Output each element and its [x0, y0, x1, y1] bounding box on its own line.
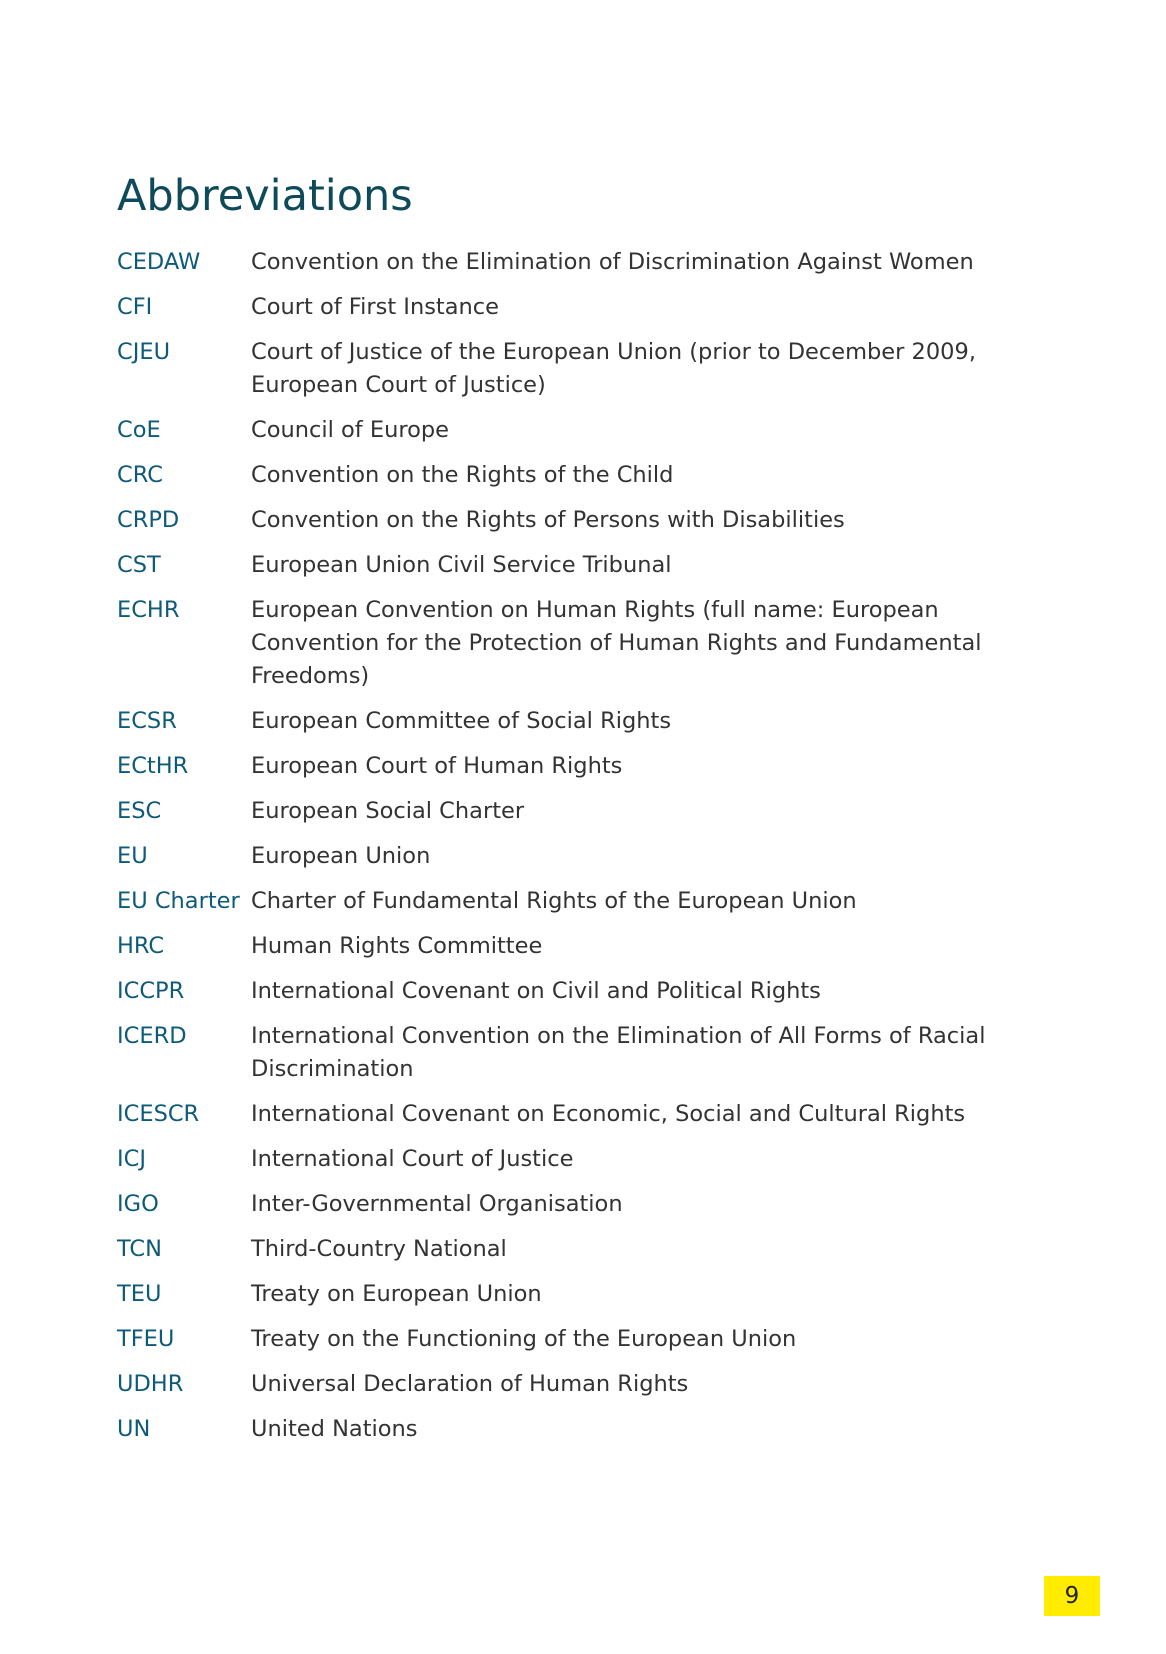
- abbreviation-definition: International Court of Justice: [251, 1146, 574, 1172]
- abbreviation-row: [117, 414, 1017, 447]
- abbreviation-term: ICCPR: [117, 978, 185, 1004]
- abbreviation-definition: European Union: [251, 843, 431, 869]
- abbreviation-row: [117, 1143, 1017, 1176]
- page-number: 9: [1044, 1576, 1100, 1616]
- abbreviation-row: [117, 336, 1017, 402]
- abbreviation-definition: European Convention on Human Rights (full name: European Convention for the Protection of Human Rights and Fundamental Freedoms): [251, 597, 982, 689]
- abbreviation-definition: International Covenant on Civil and Political Rights: [251, 978, 821, 1004]
- abbreviation-term: CRPD: [117, 507, 180, 533]
- abbreviation-row: [117, 1368, 1017, 1401]
- abbreviation-definition: Court of Justice of the European Union (prior to December 2009, European Court of Justice): [251, 339, 976, 398]
- abbreviation-row: [117, 1233, 1017, 1266]
- abbreviation-term: CEDAW: [117, 249, 201, 275]
- abbreviation-row: [117, 795, 1017, 828]
- abbreviation-definition: European Social Charter: [251, 798, 525, 824]
- abbreviation-row: [117, 885, 1017, 918]
- abbreviation-row: [117, 459, 1017, 492]
- abbreviation-definition: Convention on the Elimination of Discrimination Against Women: [251, 249, 974, 275]
- abbreviation-definition: European Committee of Social Rights: [251, 708, 672, 734]
- abbreviation-term: ICESCR: [117, 1101, 200, 1127]
- abbreviation-definition: Universal Declaration of Human Rights: [251, 1371, 689, 1397]
- abbreviation-term: UN: [117, 1416, 151, 1442]
- abbreviation-row: [117, 291, 1017, 324]
- abbreviation-row: [117, 1098, 1017, 1131]
- abbreviation-definition: Convention on the Rights of Persons with Disabilities: [251, 507, 845, 533]
- abbreviation-row: [117, 594, 1017, 693]
- abbreviation-row: [117, 246, 1017, 279]
- abbreviation-term: TFEU: [117, 1326, 175, 1352]
- abbreviation-row: [117, 840, 1017, 873]
- abbreviation-term: CFI: [117, 294, 153, 320]
- abbreviation-definition: Council of Europe: [251, 417, 449, 443]
- abbreviation-term: EU: [117, 843, 148, 869]
- abbreviation-definition: Charter of Fundamental Rights of the European Union: [251, 888, 857, 914]
- abbreviation-term: CST: [117, 552, 161, 578]
- abbreviation-row: [117, 975, 1017, 1008]
- abbreviation-definition: Treaty on the Functioning of the European Union: [251, 1326, 797, 1352]
- abbreviation-term: CoE: [117, 417, 161, 443]
- abbreviation-definition: International Covenant on Economic, Social and Cultural Rights: [251, 1101, 966, 1127]
- abbreviation-row: [117, 1413, 1017, 1446]
- abbreviation-term: ESC: [117, 798, 162, 824]
- abbreviation-term: CRC: [117, 462, 163, 488]
- abbreviation-definition: Convention on the Rights of the Child: [251, 462, 674, 488]
- abbreviation-term: IGO: [117, 1191, 159, 1217]
- abbreviation-row: [117, 1020, 1017, 1086]
- abbreviation-row: [117, 750, 1017, 783]
- abbreviation-row: [117, 705, 1017, 738]
- abbreviation-term: ECtHR: [117, 753, 189, 779]
- abbreviation-term: TEU: [117, 1281, 162, 1307]
- abbreviation-definition: European Union Civil Service Tribunal: [251, 552, 672, 578]
- abbreviation-term: HRC: [117, 933, 165, 959]
- abbreviation-definition: Third-Country National: [251, 1236, 507, 1262]
- abbreviation-row: [117, 1323, 1017, 1356]
- abbreviation-row: [117, 1278, 1017, 1311]
- abbreviation-term: ECSR: [117, 708, 177, 734]
- abbreviation-term: TCN: [117, 1236, 162, 1262]
- abbreviation-term: CJEU: [117, 339, 171, 365]
- abbreviation-term: EU Charter: [117, 888, 240, 914]
- abbreviation-row: [117, 1188, 1017, 1221]
- abbreviation-definition: International Convention on the Elimination of All Forms of Racial Discrimination: [251, 1023, 986, 1082]
- abbreviation-definition: Treaty on European Union: [251, 1281, 542, 1307]
- abbreviation-row: [117, 504, 1017, 537]
- abbreviation-row: [117, 549, 1017, 582]
- abbreviation-definition: Human Rights Committee: [251, 933, 543, 959]
- abbreviations-list: [117, 246, 1017, 1458]
- abbreviation-row: [117, 930, 1017, 963]
- abbreviation-term: ECHR: [117, 597, 180, 623]
- abbreviation-term: UDHR: [117, 1371, 184, 1397]
- abbreviation-definition: United Nations: [251, 1416, 418, 1442]
- abbreviation-term: ICJ: [117, 1146, 146, 1172]
- abbreviation-definition: Inter-Governmental Organisation: [251, 1191, 623, 1217]
- page-title: Abbreviations: [117, 171, 413, 221]
- abbreviation-definition: Court of First Instance: [251, 294, 500, 320]
- abbreviation-definition: European Court of Human Rights: [251, 753, 623, 779]
- abbreviation-term: ICERD: [117, 1023, 187, 1049]
